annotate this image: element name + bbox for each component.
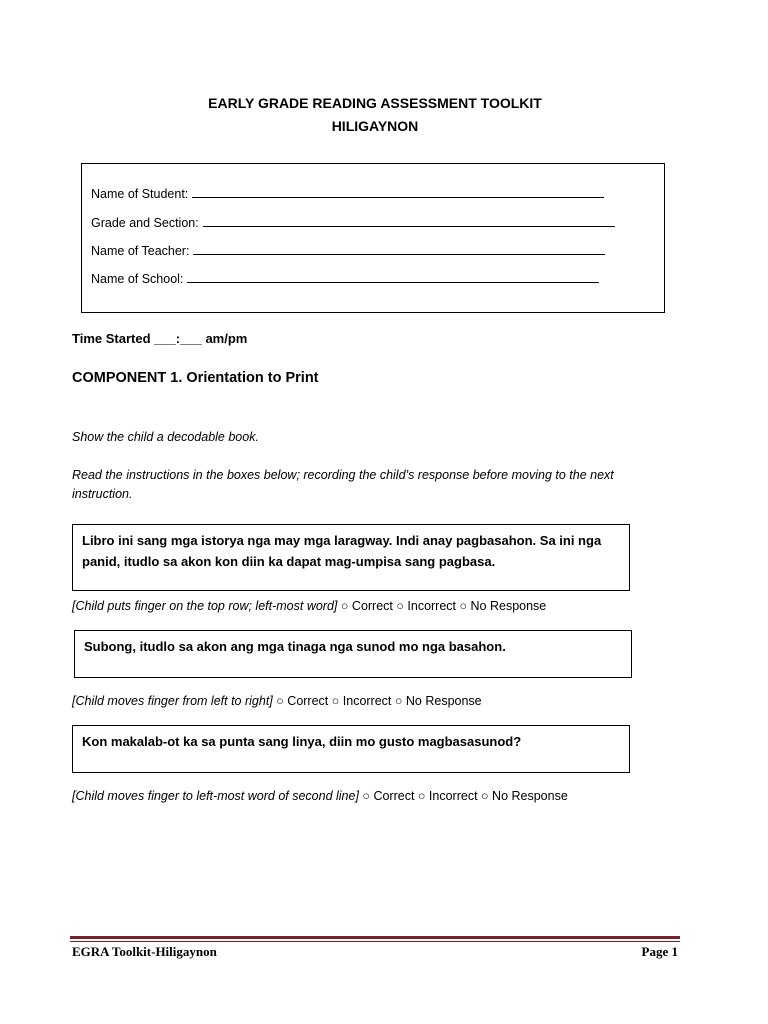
response-cue: [Child moves finger to left-most word of second line] — [72, 789, 359, 803]
component-heading: COMPONENT 1. Orientation to Print — [72, 370, 319, 386]
response-options: ○ Correct ○ Incorrect ○ No Response — [362, 789, 568, 803]
prompt-box-1: Libro ini sang mga istorya nga may mga laragway. Indi anay pagbasahon. Sa ini nga panid, itudlo sa akon kon diin ka dapat mag-umpisa sang pagbasa. — [72, 524, 630, 591]
fill-in-line — [193, 243, 605, 255]
response-cue: [Child puts finger on the top row; left-most word] — [72, 599, 338, 613]
time-started: Time Started ___:___ am/pm — [72, 331, 248, 346]
response-line-2 — [72, 694, 482, 708]
fill-in-line — [203, 215, 615, 227]
fill-in-line — [187, 271, 599, 283]
prompt-box-3: Kon makalab-ot ka sa punta sang linya, diin mo gusto magbasasunod? — [72, 725, 630, 773]
prompt-box-2: Subong, itudlo sa akon ang mga tinaga nga sunod mo nga basahon. — [74, 630, 632, 678]
response-line-3 — [72, 789, 568, 803]
response-options: ○ Correct ○ Incorrect ○ No Response — [340, 599, 547, 613]
school-name-field — [91, 271, 599, 286]
field-label: Name of Teacher: — [91, 244, 190, 258]
footer-rule-thick — [70, 936, 680, 939]
response-line-1 — [72, 599, 546, 613]
field-label: Name of Student: — [91, 187, 189, 201]
footer-left: EGRA Toolkit-Hiligaynon — [72, 944, 217, 959]
fill-in-line — [192, 186, 604, 198]
document-subtitle: HILIGAYNON — [331, 118, 419, 134]
document-title: EARLY GRADE READING ASSESSMENT TOOLKIT — [208, 95, 542, 111]
student-name-field — [91, 186, 604, 201]
page-number: Page 1 — [641, 944, 678, 959]
instruction-1: Show the child a decodable book. — [72, 430, 259, 444]
grade-section-field — [91, 215, 615, 230]
field-label: Grade and Section: — [91, 216, 199, 230]
teacher-name-field — [91, 243, 605, 258]
footer-rule-thin — [70, 941, 680, 942]
instruction-2: Read the instructions in the boxes below; recording the child’s response before moving to the next instruction. — [72, 468, 614, 501]
field-label: Name of School: — [91, 272, 184, 286]
response-cue: [Child moves finger from left to right] — [72, 694, 273, 708]
student-info-box — [81, 163, 665, 313]
response-options: ○ Correct ○ Incorrect ○ No Response — [276, 694, 482, 708]
